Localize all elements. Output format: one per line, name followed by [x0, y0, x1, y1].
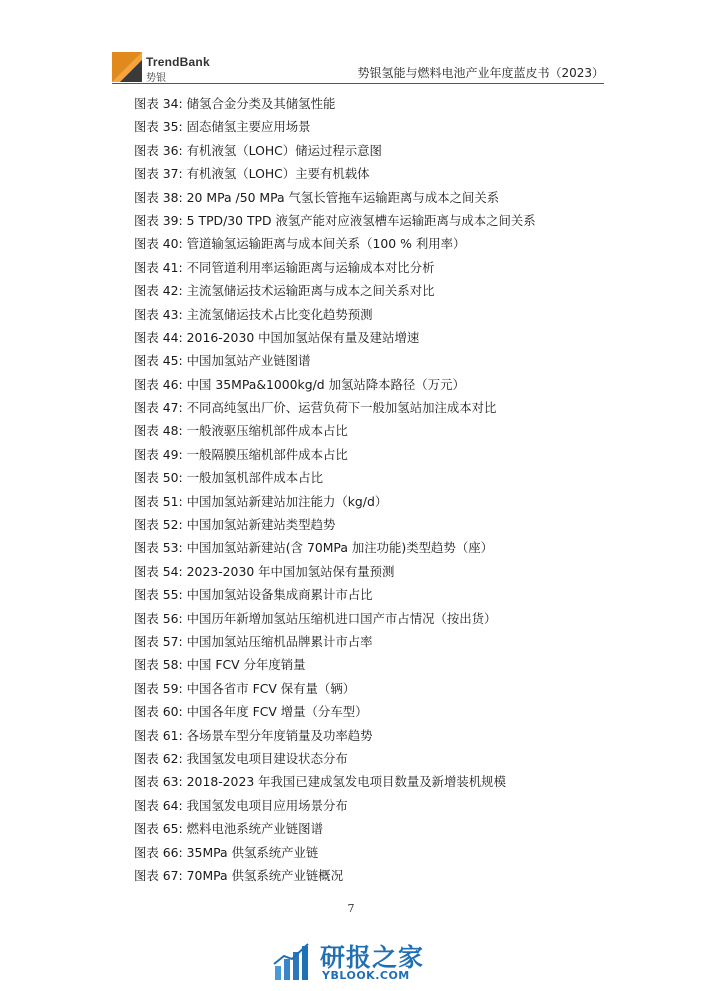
toc-entry[interactable]	[134, 700, 536, 723]
toc-entry-label: 图表 66:	[134, 844, 183, 860]
toc-entry-label: 图表 47:	[134, 400, 183, 416]
trendbank-logo	[112, 52, 252, 82]
toc-entry[interactable]	[134, 536, 536, 559]
toc-entry-label: 图表 64:	[134, 797, 183, 813]
toc-entry-title: 中国各年度 FCV 增量（分车型）	[186, 704, 368, 720]
toc-entry-title: 主流氢储运技术占比变化趋势预测	[186, 306, 373, 322]
toc-entry-label: 图表 58:	[134, 657, 183, 673]
toc-entry-label: 图表 60:	[134, 704, 183, 720]
toc-entry[interactable]	[134, 326, 536, 349]
toc-entry[interactable]	[134, 232, 536, 255]
toc-entry-title: 中国 FCV 分年度销量	[186, 657, 306, 673]
toc-entry-title: 储氢合金分类及其储氢性能	[186, 96, 336, 111]
toc-entry-title: 固态储氢主要应用场景	[186, 119, 311, 135]
toc-entry-title: 5 TPD/30 TPD 液氢产能对应液氢槽车运输距离与成本之间关系	[186, 212, 536, 228]
toc-entry[interactable]	[134, 256, 536, 279]
toc-entry-label: 图表 48:	[134, 423, 183, 439]
toc-entry-label: 图表 62:	[134, 750, 183, 766]
toc-entry-title: 各场景车型分年度销量及功率趋势	[186, 727, 373, 743]
toc-entry-label: 图表 56:	[134, 610, 183, 626]
toc-entry-label: 图表 45:	[134, 353, 183, 369]
toc-entry[interactable]	[134, 724, 536, 747]
toc-entry-label: 图表 61:	[134, 727, 183, 743]
toc-entry-label: 图表 40:	[134, 236, 183, 252]
toc-entry-title: 中国 35MPa&1000kg/d 加氢站降本路径（万元）	[186, 376, 465, 392]
toc-entry[interactable]	[134, 419, 536, 442]
toc-entry-label: 图表 67:	[134, 867, 183, 883]
toc-entry-title: 有机液氢（LOHC）储运过程示意图	[186, 142, 382, 158]
toc-entry-label: 图表 54:	[134, 563, 183, 579]
toc-entry-title: 我国氢发电项目应用场景分布	[186, 797, 348, 813]
watermark	[272, 938, 442, 986]
toc-entry[interactable]	[134, 92, 536, 115]
toc-entry[interactable]	[134, 560, 536, 583]
toc-entry[interactable]	[134, 513, 536, 536]
toc-entry-title: 一般液驱压缩机部件成本占比	[186, 423, 348, 439]
toc-entry-label: 图表 53:	[134, 540, 183, 556]
toc-entry-title: 2018-2023 年我国已建成氢发电项目数量及新增装机规模	[186, 774, 506, 790]
toc-entry-title: 70MPa 供氢系统产业链概况	[186, 867, 344, 883]
toc-entry-label: 图表 37:	[134, 166, 183, 182]
toc-entry[interactable]	[134, 303, 536, 326]
toc-entry-title: 一般加氢机部件成本占比	[186, 470, 323, 486]
toc-entry[interactable]	[134, 443, 536, 466]
toc-entry-title: 主流氢储运技术运输距离与成本之间关系对比	[186, 283, 435, 299]
toc-entry-label: 图表 46:	[134, 376, 183, 392]
toc-entry-title: 中国加氢站压缩机品牌累计市占率	[186, 633, 373, 649]
toc-entry-label: 图表 36:	[134, 142, 183, 158]
toc-entry-title: 中国加氢站新建站(含 70MPa 加注功能)类型趋势（座）	[186, 540, 493, 556]
toc-entry-title: 中国历年新增加氢站压缩机进口国产市占情况（按出货）	[186, 610, 497, 626]
toc-entry-title: 我国氢发电项目建设状态分布	[186, 750, 348, 766]
trendbank-logo-icon	[112, 52, 142, 82]
toc-entry-label: 图表 44:	[134, 329, 183, 345]
toc-entry[interactable]	[134, 583, 536, 606]
toc-entry-label: 图表 49:	[134, 446, 183, 462]
page-header	[112, 46, 604, 84]
toc-entry[interactable]	[134, 162, 536, 185]
toc-entry-title: 有机液氢（LOHC）主要有机载体	[186, 166, 370, 182]
toc-entry[interactable]	[134, 607, 536, 630]
watermark-text-cn: 研报之家	[320, 943, 425, 972]
toc-entry[interactable]	[134, 186, 536, 209]
toc-entry[interactable]	[134, 396, 536, 419]
toc-entry[interactable]	[134, 349, 536, 372]
toc-entry-label: 图表 55:	[134, 587, 183, 603]
toc-entry-label: 图表 34:	[134, 96, 183, 111]
watermark-text-en: YBLOOK.COM	[322, 969, 410, 982]
toc-entry-title: 35MPa 供氢系统产业链	[186, 844, 319, 860]
toc-entry-title: 中国加氢站新建站类型趋势	[186, 517, 336, 533]
toc-entry[interactable]	[134, 209, 536, 232]
bar-chart-icon	[272, 942, 316, 982]
header-divider	[112, 83, 604, 84]
logo-cn: 势银	[146, 73, 166, 84]
toc-entry[interactable]	[134, 115, 536, 138]
toc-entry-label: 图表 51:	[134, 493, 183, 509]
toc-entry-label: 图表 42:	[134, 283, 183, 299]
toc-entry-label: 图表 35:	[134, 119, 183, 135]
report-title: 势银氢能与燃料电池产业年度蓝皮书（2023）	[357, 66, 604, 80]
toc-entry-title: 中国加氢站设备集成商累计市占比	[186, 587, 373, 603]
toc-entry-title: 2023-2030 年中国加氢站保有量预测	[186, 563, 395, 579]
toc-entry[interactable]	[134, 864, 536, 887]
toc-entry[interactable]	[134, 279, 536, 302]
toc-entry-label: 图表 52:	[134, 517, 183, 533]
toc-entry[interactable]	[134, 841, 536, 864]
toc-entry-title: 不同管道利用率运输距离与运输成本对比分析	[186, 259, 435, 275]
toc-entry-label: 图表 41:	[134, 259, 183, 275]
toc-entry-label: 图表 38:	[134, 189, 183, 205]
toc-entry-label: 图表 59:	[134, 680, 183, 696]
page-number: 7	[347, 902, 355, 915]
toc-entry[interactable]	[134, 747, 536, 770]
toc-entry-label: 图表 43:	[134, 306, 183, 322]
toc-entry[interactable]	[134, 139, 536, 162]
toc-entry[interactable]	[134, 677, 536, 700]
toc-entry-label: 图表 39:	[134, 212, 183, 228]
toc-entry-title: 不同高纯氢出厂价、运营负荷下一般加氢站加注成本对比	[186, 400, 497, 416]
figure-list	[134, 92, 536, 887]
toc-entry-label: 图表 50:	[134, 470, 183, 486]
toc-entry-title: 中国各省市 FCV 保有量（辆）	[186, 680, 356, 696]
toc-entry[interactable]	[134, 817, 536, 840]
toc-entry[interactable]	[134, 466, 536, 489]
toc-entry[interactable]	[134, 794, 536, 817]
toc-entry-title: 管道输氢运输距离与成本间关系（100 % 利用率）	[186, 236, 466, 252]
toc-entry-title: 20 MPa /50 MPa 气氢长管拖车运输距离与成本之间关系	[186, 189, 500, 205]
toc-entry-title: 中国加氢站产业链图谱	[186, 353, 311, 369]
toc-entry-title: 燃料电池系统产业链图谱	[186, 821, 323, 837]
toc-entry-label: 图表 65:	[134, 821, 183, 837]
toc-entry-label: 图表 57:	[134, 633, 183, 649]
toc-entry[interactable]	[134, 490, 536, 513]
toc-entry-title: 中国加氢站新建站加注能力（kg/d）	[186, 493, 388, 509]
toc-entry[interactable]	[134, 653, 536, 676]
toc-entry[interactable]	[134, 770, 536, 793]
toc-entry-title: 一般隔膜压缩机部件成本占比	[186, 446, 348, 462]
toc-entry[interactable]	[134, 630, 536, 653]
toc-entry[interactable]	[134, 373, 536, 396]
logo-name: TrendBank	[146, 55, 210, 69]
toc-entry-title: 2016-2030 中国加氢站保有量及建站增速	[186, 329, 420, 345]
toc-entry-label: 图表 63:	[134, 774, 183, 790]
